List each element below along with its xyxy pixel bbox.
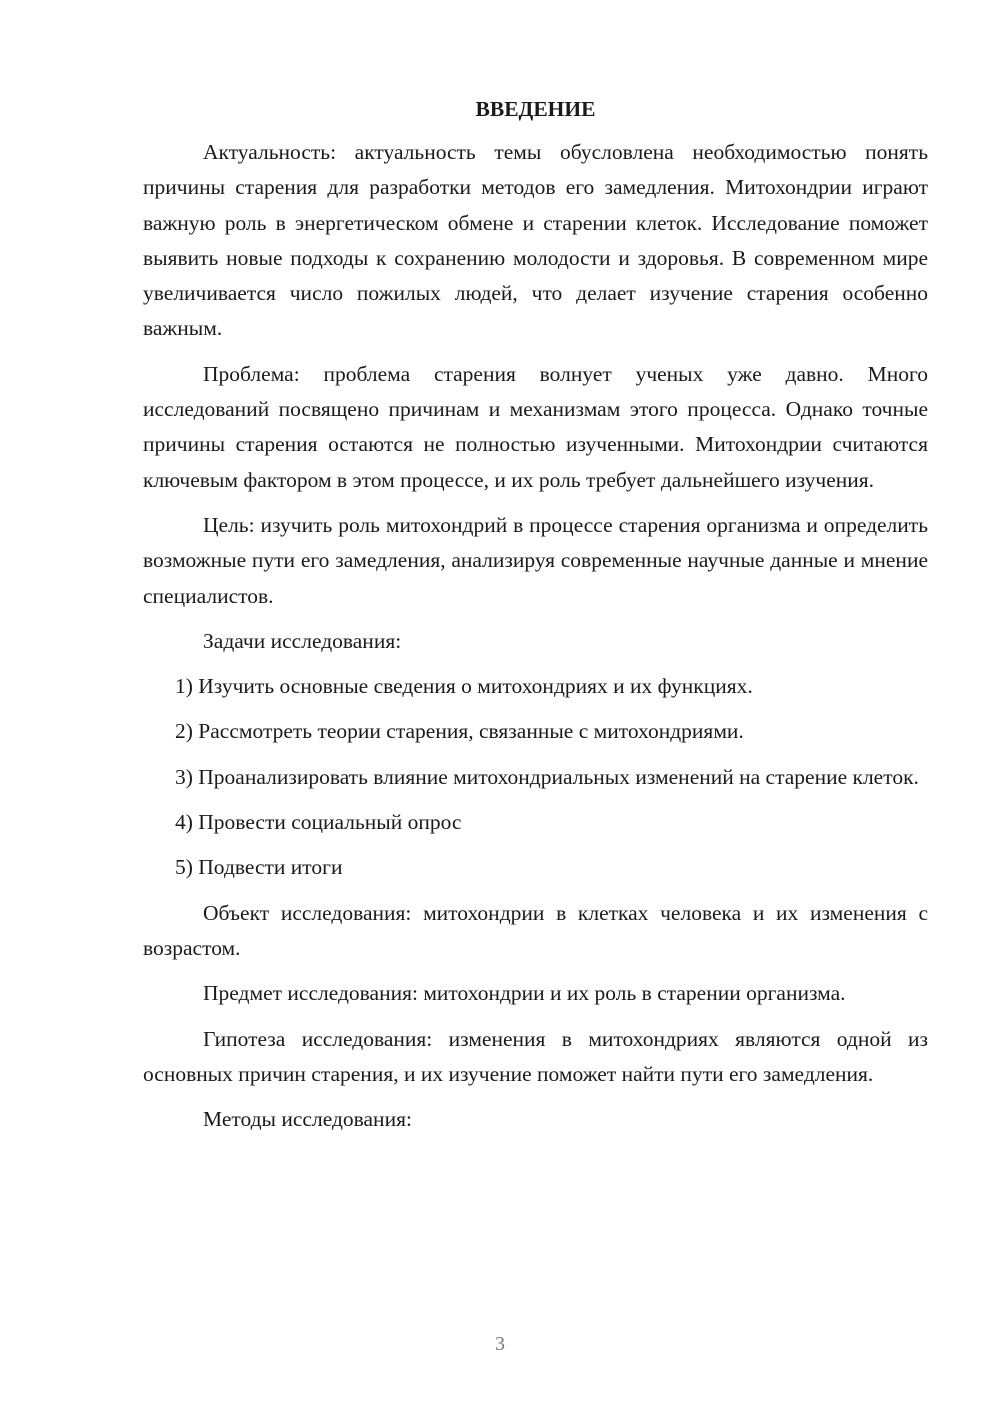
problem-paragraph: Проблема: проблема старения волнует ученых уже давно. Много исследований посвящено причинам и механизмам этого процесса. Однако точные причины старения остаются не полностью изученными. Митохондрии считаются ключевым фактором в этом процессе, и их роль требует дальнейшего изучения. — [143, 361, 928, 492]
task-item: 1) Изучить основные сведения о митохондриях и их функциях. — [175, 674, 753, 699]
goal-paragraph: Цель: изучить роль митохондрий в процессе старения организма и определить возможные пути его замедления, анализируя современные научные данные и мнение специалистов. — [143, 512, 928, 608]
tasks-heading: Задачи исследования: — [203, 628, 402, 653]
tasks-list — [143, 669, 928, 885]
task-item: 3) Проанализировать влияние митохондриальных изменений на старение клеток. — [175, 764, 919, 789]
task-item: 5) Подвести итоги — [175, 855, 343, 880]
relevance-paragraph: Актуальность: актуальность темы обусловлена необходимостью понять причины старения для разработки методов его замедления. Митохондрии играют важную роль в энергетическом обмене и старении клеток. Исследование поможет выявить новые подходы к сохранению молодости и здоровья. В современном мире увеличивается число пожилых людей, что делает изучение старения особенно важным. — [143, 140, 928, 341]
object-paragraph: Объект исследования: митохондрии в клетках человека и их изменения с возрастом. — [143, 900, 928, 960]
task-item: 4) Провести социальный опрос — [175, 810, 462, 835]
page-title: ВВЕДЕНИЕ — [475, 97, 596, 121]
methods-heading: Методы исследования: — [203, 1107, 412, 1132]
page-number: 3 — [495, 1333, 505, 1355]
task-item: 2) Рассмотреть теории старения, связанные с митохондриями. — [175, 719, 744, 744]
hypothesis-paragraph: Гипотеза исследования: изменения в митохондриях являются одной из основных причин старения, и их изучение поможет найти пути его замедления. — [143, 1026, 928, 1086]
subject-paragraph: Предмет исследования: митохондрии и их роль в старении организма. — [203, 981, 846, 1006]
document-page — [143, 92, 928, 1147]
